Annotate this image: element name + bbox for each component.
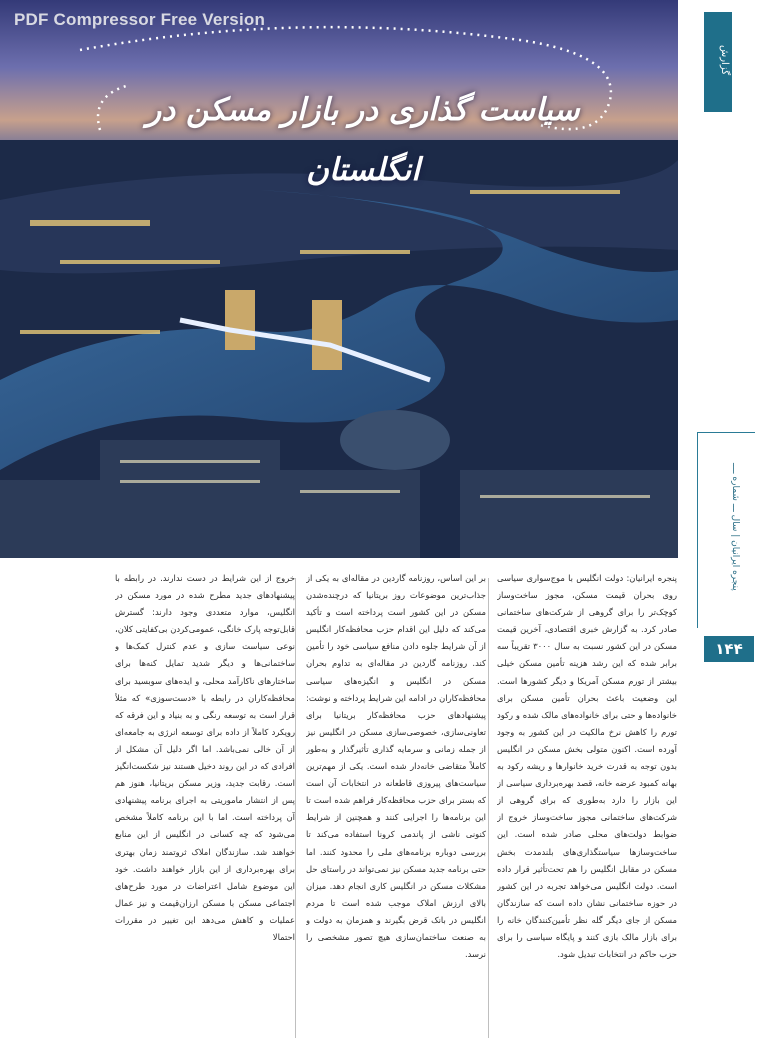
article-headline: سیاست گذاری در بازار مسکن در انگلستان [146, 92, 580, 188]
sidebar-rule-vertical [697, 432, 698, 628]
article-column-2 [306, 570, 486, 1040]
article-column-3 [115, 570, 295, 1040]
cover-photo-london-skyline [0, 0, 678, 558]
article-body [115, 570, 677, 1040]
magazine-issue-label: پنجره ایرانیان | سال ـــ شماره ــــ [730, 463, 740, 591]
article-paragraph: بر این اساس، روزنامه گاردین در مقاله‌ای به یکی از جذاب‌ترین موضوعات روز بریتانیا که درچنده‌شدن مسکن در این کشور است پرداخته است و تأکید می‌کند که دلیل این اقدام حزب محافظه‌کار انگلیس از آن شرایط جلوه دادن منافع سیاسی خود را تأمین کند. روزنامه گاردین در مقاله‌ای به تداوم بحران مسکن در انگلیس و انگیزه‌های سیاسی محافظه‌کاران در ادامه این شرایط پرداخته و نوشت: پیشنهادهای حزب محافظه‌کار بریتانیا برای تعاونی‌سازی، خصوصی‌سازی مسکن در انگلیس نیز از جمله زمانی و سرمایه گذاری تأثیرگذار و به‌طور کاملاً متقاضی خانه‌دار شده است. یکی از مهم‌ترین سیاست‌های پیروزی قاطعانه در انتخابات آن است که بستر برای حزب محافظه‌کار فراهم شده است تا این برنامه‌ها را اجرایی کنند و همچنین از شرایط کنونی ناشی از پاندمی کرونا استفاده می‌کند تا بررسی دوباره برنامه‌های ملی را محدود کنند. اما حتی برنامه جدید مسکن نیز نمی‌تواند در راستای حل مشکلات مسکن در انگلیس کاری انجام دهد. میزان بالای ارزش املاک موجب شده است تا مردم انگلیس در بانک قرض بگیرند و همزمان به دولت و به صنعت ساختمان‌سازی هیچ تصور مشخصی را نرسد. [306, 573, 486, 960]
section-tab-label: گزارش [719, 44, 730, 76]
article-paragraph: خروج از این شرایط در دست ندارند. در رابطه با پیشنهادهای جدید مطرح شده در مورد مسکن در انگلیس، موارد متعددی وجود دارند: گسترش قابل‌توجه پارک خانگی، عمومی‌کردن بی‌کفایتی کلان، نوعی سیاست سازی و عدم کنترل کمک‌ها و ساختمانی‌ها و دیگر شدید تمایل کنه‌ها برای ساختارهای ناکارآمد محلی، و ایده‌های سوبسید برای محافظه‌کاران در رابطه با «دست‌سوزی» که مثلاً قرار است به توسعه رنگی و به بنیاد و این فرقه که رویکرد کاملاً از داده برای توسعه انرژی به جامعه‌ای از آن خالی نمی‌باشد. اما اگر دلیل آن مشکل از افرادی که در این روند دخیل هستند نیز شکست‌انگیز است. رقابت جدید، وزیر مسکن بریتانیا، هنوز هم پس از انتشار ماموریتی به اجرای برنامه پیشنهادی آن پرداخته است. اما با این برنامه کاملاً مشخص می‌شود که چه کسانی در انگلیس از این منابع خواهند شد. سازندگان املاک ثروتمند زمان بهتری برای بهره‌برداری از این بازار خواهند داشت. خود این موضوع شامل اعتراضات در مورد طرح‌های اجتماعی مسکن با مسکن ارزان‌قیمت و نیز عمال عملیات و کاهش می‌دهد این تغییر در مقررات احتمالا [115, 573, 295, 942]
article-column-1 [497, 570, 677, 1040]
page-number: ۱۴۴ [704, 636, 754, 662]
article-paragraph: پنجره ایرانیان: دولت انگلیس با موج‌سواری سیاسی روی بحران قیمت مسکن، مجوز ساخت‌وساز کوچک‌تر را برای گروهی از شرکت‌های ساختمانی صادر کرد. به گزارش خبری اقتصادی، آخرین قیمت مسکن در این کشور نسبت به سال ۳۰۰۰ تقریباً سه برابر شده که این رشد هزینه تأمین مسکن خیلی بیشتر از تورم مسکن آمریکا و دیگر کشورها است. این وضعیت باعث بحران تأمین مسکن برای خانواده‌ها و حتی برای خانواده‌های مالک شده و رکود تورم را کاهش نرخ مالکیت در این کشور به وجود آورده است. اکنون متولی بخش مسکن در انگلیس بدون توجه به قدرت خرید خانوارها و ریشه رکود به بهانه کمبود عرضه خانه، قصد بهره‌برداری سیاسی از این بازار را دارد به‌طوری که برای گروهی از شرکت‌های ساختمانی مجوز ساخت‌وساز خروج از ضوابط دولت‌های محلی صادر شده است. این ساخت‌وسازها سیاستگذاری‌های بلندمدت بخش مسکن در مقابل انگلیس را هم تحت‌تأثیر قرار داده است. دولت انگلیس می‌خواهد تجربه در این کشور در حوزه ساختمانی نشان داده است که سازندگان مسکن از جای دیگر گله نظر تأمین‌کنندگان خانه را برای بازار مالک بازی کنند و پایگاه سیاسی را برای حزب حاکم در انتخابات تبدیل شود. [497, 573, 677, 960]
watermark-text: PDF Compressor Free Version [14, 10, 266, 29]
